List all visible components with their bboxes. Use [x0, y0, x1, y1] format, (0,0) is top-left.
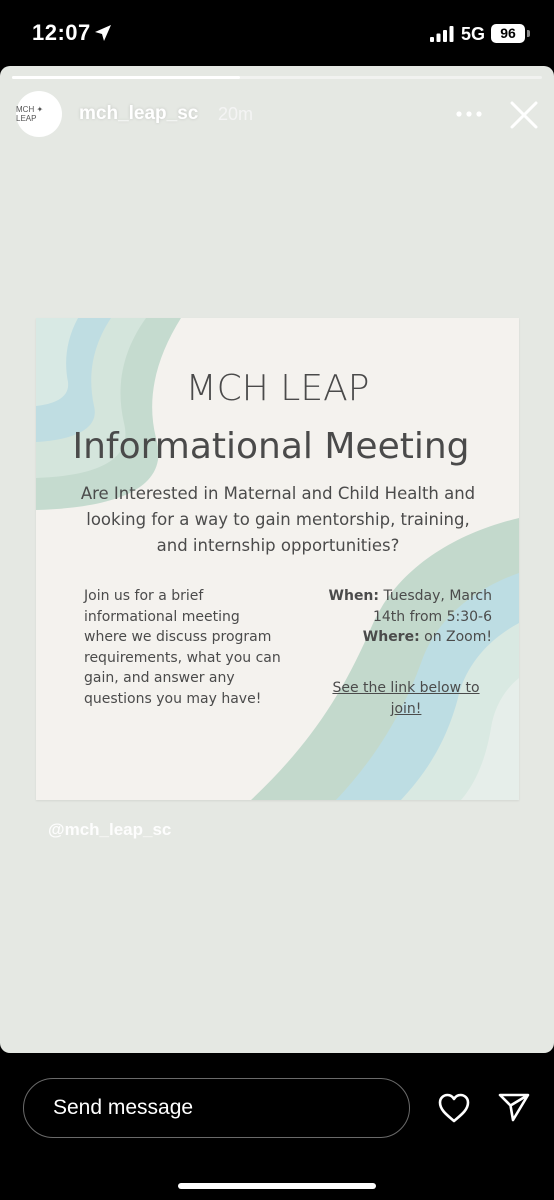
avatar-logo-text: MCH ✦ LEAP: [16, 105, 44, 123]
join-link-text: See the link below to join!: [332, 680, 480, 717]
status-time: 12:07: [32, 20, 91, 45]
story-username[interactable]: mch_leap_sc: [79, 103, 199, 124]
where-label: Where:: [362, 629, 420, 645]
heart-icon[interactable]: [437, 1092, 471, 1124]
flyer-description: Join us for a brief informational meeting where we discuss program requirements, what you can gain, and answer any questions you may have!: [84, 588, 281, 707]
story-progress-bar: [12, 76, 542, 79]
when-label: When:: [328, 588, 380, 604]
close-icon[interactable]: [507, 98, 541, 132]
where-value: on Zoom!: [419, 629, 492, 645]
flyer-image: [36, 318, 519, 800]
when-value: Tuesday, March 14th from 5:30-6: [372, 588, 492, 625]
send-message-input[interactable]: Send message: [23, 1078, 410, 1138]
send-icon[interactable]: [497, 1091, 531, 1123]
network-type: 5G: [461, 24, 486, 44]
signal-strength-icon: [430, 26, 454, 42]
status-bar: [0, 0, 554, 66]
story-viewer[interactable]: [0, 66, 554, 1053]
flyer-title-line1: MCH LEAP: [185, 368, 370, 409]
flyer-subtitle: Are Interested in Maternal and Child Health and looking for a way to gain mentorship, training, and internship opportunities?: [80, 484, 476, 555]
flyer-details: [306, 586, 492, 648]
avatar[interactable]: [16, 91, 62, 137]
reply-bar: [0, 1053, 554, 1200]
flyer-title-line2: Informational Meeting: [72, 426, 470, 467]
battery-level: 96: [491, 24, 525, 43]
battery-nub: [527, 30, 530, 37]
location-arrow-icon: [94, 24, 112, 42]
home-indicator: [178, 1183, 376, 1189]
story-progress-fill: [12, 76, 240, 79]
mention-sticker[interactable]: @mch_leap_sc: [48, 820, 172, 839]
story-time-ago: 20m: [218, 104, 254, 124]
more-dots-icon[interactable]: [455, 104, 483, 124]
